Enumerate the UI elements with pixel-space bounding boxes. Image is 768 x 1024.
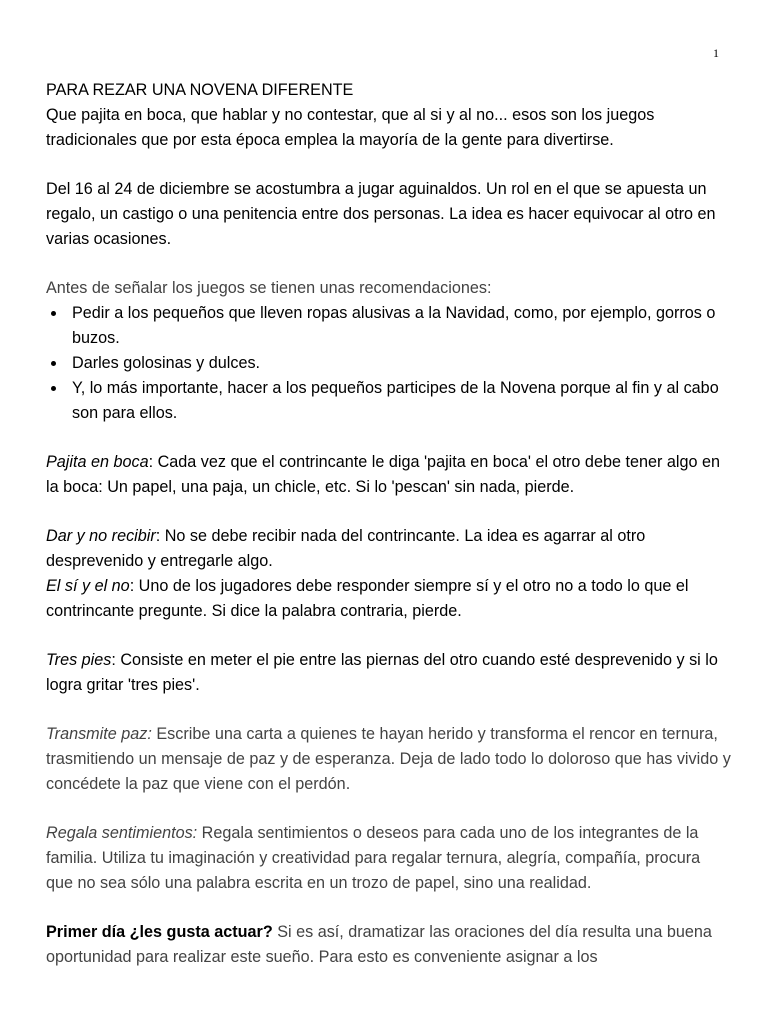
game-description: : Uno de los jugadores debe responder siempre sí y el otro no a todo lo que el contrincante pregunte. Si dice la palabra contraria, pierde.	[46, 577, 689, 620]
section-text: Regala sentimientos o deseos para cada uno de los integrantes de la familia. Utiliza tu imaginación y creatividad para regalar ternura, alegría, compañía, procura que no sea sólo una palabra escrita en un trozo de papel, sino una realidad.	[46, 824, 701, 892]
regala-sentimientos-paragraph	[46, 821, 731, 896]
primer-dia-paragraph	[46, 920, 731, 970]
game-term: Tres pies	[46, 651, 112, 669]
game-term: Dar y no recibir	[46, 527, 156, 545]
game-term: El sí y el no	[46, 577, 130, 595]
game-pajita-en-boca	[46, 450, 731, 500]
list-item: Y, lo más importante, hacer a los pequeños participes de la Novena porque al fin y al cabo son para ellos.	[46, 376, 731, 426]
section-text: Escribe una carta a quienes te hayan herido y transforma el rencor en ternura, trasmitiendo un mensaje de paz y de esperanza. Deja de lado todo lo doloroso que has vivido y concédete la paz que viene con el perdón.	[46, 725, 731, 793]
document-title: PARA REZAR UNA NOVENA DIFERENTE	[46, 81, 354, 99]
recommendations-intro: Antes de señalar los juegos se tienen unas recomendaciones:	[46, 279, 492, 297]
section-term: Regala sentimientos:	[46, 824, 198, 842]
page-number: 1	[713, 46, 719, 60]
recommendations-list	[46, 301, 731, 426]
game-el-si-y-el-no	[46, 574, 731, 624]
section-text: Si es así, dramatizar las oraciones del día resulta una buena oportunidad para realizar este sueño. Para esto es conveniente asignar a los	[46, 923, 712, 966]
list-item: Pedir a los pequeños que lleven ropas alusivas a la Navidad, como, por ejemplo, gorros o buzos.	[46, 301, 731, 351]
game-description: : Consiste en meter el pie entre las piernas del otro cuando esté desprevenido y si lo logra gritar 'tres pies'.	[46, 651, 718, 694]
intro-paragraph	[46, 78, 731, 153]
transmite-paz-paragraph	[46, 722, 731, 797]
game-term: Pajita en boca	[46, 453, 149, 471]
section-heading: Primer día ¿les gusta actuar?	[46, 923, 273, 941]
list-item: Darles golosinas y dulces.	[46, 351, 731, 376]
aguinaldos-paragraph: Del 16 al 24 de diciembre se acostumbra a jugar aguinaldos. Un rol en el que se apuesta un regalo, un castigo o una penitencia entre dos personas. La idea es hacer equivocar al otro en varias ocasiones.	[46, 180, 716, 248]
game-dar-y-no-recibir	[46, 524, 731, 574]
document-body	[46, 78, 731, 994]
section-term: Transmite paz:	[46, 725, 152, 743]
game-description: : No se debe recibir nada del contrincante. La idea es agarrar al otro desprevenido y entregarle algo.	[46, 527, 646, 570]
game-tres-pies	[46, 648, 731, 698]
intro-text: Que pajita en boca, que hablar y no contestar, que al si y al no... esos son los juegos tradicionales que por esta época emplea la mayoría de la gente para divertirse.	[46, 106, 655, 149]
game-description: : Cada vez que el contrincante le diga 'pajita en boca' el otro debe tener algo en la boca: Un papel, una paja, un chicle, etc. Si lo 'pescan' sin nada, pierde.	[46, 453, 720, 496]
